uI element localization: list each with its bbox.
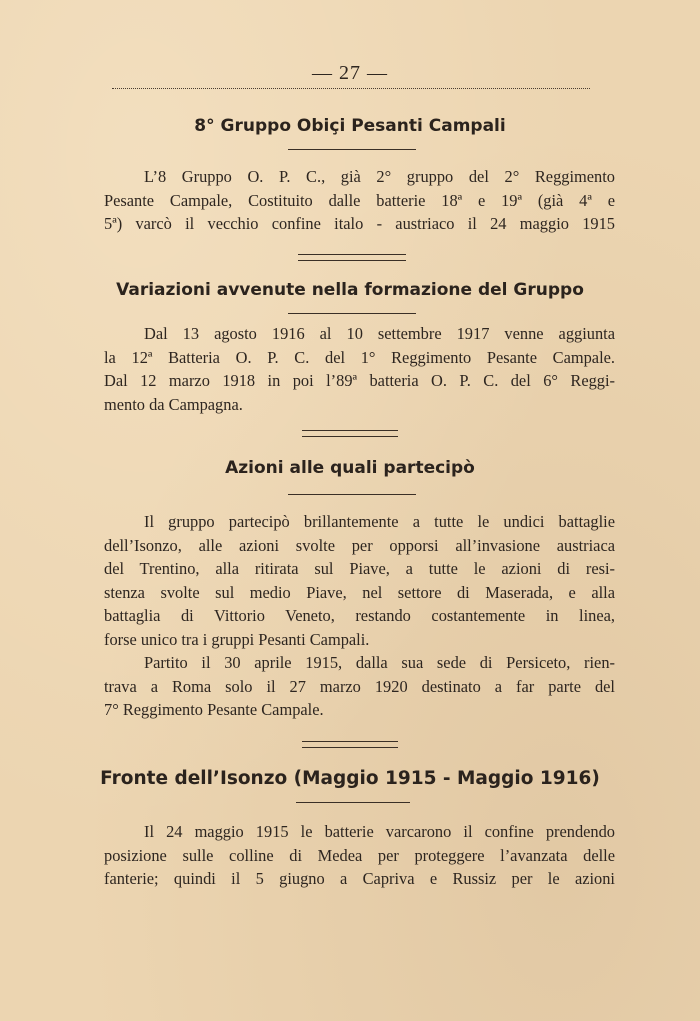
text-line: stenza svolte sul medio Piave, nel settore di Maserada, e alla xyxy=(104,582,615,602)
section-divider xyxy=(302,430,398,437)
text-line: posizione sulle colline di Medea per proteggere l’avanzata delle xyxy=(104,845,615,865)
header-dotted-rule xyxy=(112,88,590,89)
section-heading-variazioni: Variazioni avvenute nella formazione del Gruppo xyxy=(116,280,584,300)
section-divider xyxy=(298,254,406,261)
text-line: mento da Campagna. xyxy=(104,394,243,414)
text-line: forse unico tra i gruppi Pesanti Campali. xyxy=(104,629,370,649)
text-line: Il gruppo partecipò brillantemente a tutte le undici battaglie xyxy=(144,512,615,531)
text-line: la 12ª Batteria O. P. C. del 1° Reggimento Pesante Campale. xyxy=(104,347,615,367)
paragraph-fronte-isonzo xyxy=(104,820,615,891)
text-line: fanterie; quindi il 5 giugno a Capriva e Russiz per le azioni xyxy=(104,869,615,888)
text-line: Pesante Campale, Costituito dalle batterie 18ª e 19ª (già 4ª e xyxy=(104,190,615,210)
text-line: 7° Reggimento Pesante Campale. xyxy=(104,700,324,719)
text-line: dell’Isonzo, alle azioni svolte per opporsi all’invasione austriaca xyxy=(104,535,615,555)
text-line: L’8 Gruppo O. P. C., già 2° gruppo del 2° Reggimento xyxy=(144,167,615,186)
text-line: Partito il 30 aprile 1915, dalla sua sede di Persiceto, rien- xyxy=(144,653,615,672)
section-divider xyxy=(302,741,398,748)
text-line: 5ª) varcò il vecchio confine italo - austriaco il 24 maggio 1915 xyxy=(104,214,615,233)
heading-underline xyxy=(288,149,416,150)
paragraph-gruppo xyxy=(104,165,615,236)
section-heading-gruppo: 8° Gruppo Obiçi Pesanti Campali xyxy=(194,116,506,136)
text-line: Dal 12 marzo 1918 in poi l’89ª batteria O. P. C. del 6° Reggi- xyxy=(104,371,615,390)
paragraph-variazioni xyxy=(104,322,615,416)
text-line: Dal 13 agosto 1916 al 10 settembre 1917 venne aggiunta xyxy=(144,324,615,343)
text-line: battaglia di Vittorio Veneto, restando costantemente in linea, xyxy=(104,606,615,625)
text-line: del Trentino, alla ritirata sul Piave, a tutte le azioni di resi- xyxy=(104,559,615,578)
text-line: trava a Roma solo il 27 marzo 1920 destinato a far parte del xyxy=(104,676,615,696)
heading-underline xyxy=(296,802,410,803)
heading-underline xyxy=(288,313,416,314)
paragraph-azioni xyxy=(104,510,615,722)
page-number: — 27 — xyxy=(312,62,388,84)
text-line: Il 24 maggio 1915 le batterie varcarono il confine prendendo xyxy=(144,822,615,841)
section-heading-azioni: Azioni alle quali partecipò xyxy=(225,458,475,478)
heading-underline xyxy=(288,494,416,495)
section-heading-fronte-isonzo: Fronte dell’Isonzo (Maggio 1915 - Maggio 1916) xyxy=(100,768,600,789)
